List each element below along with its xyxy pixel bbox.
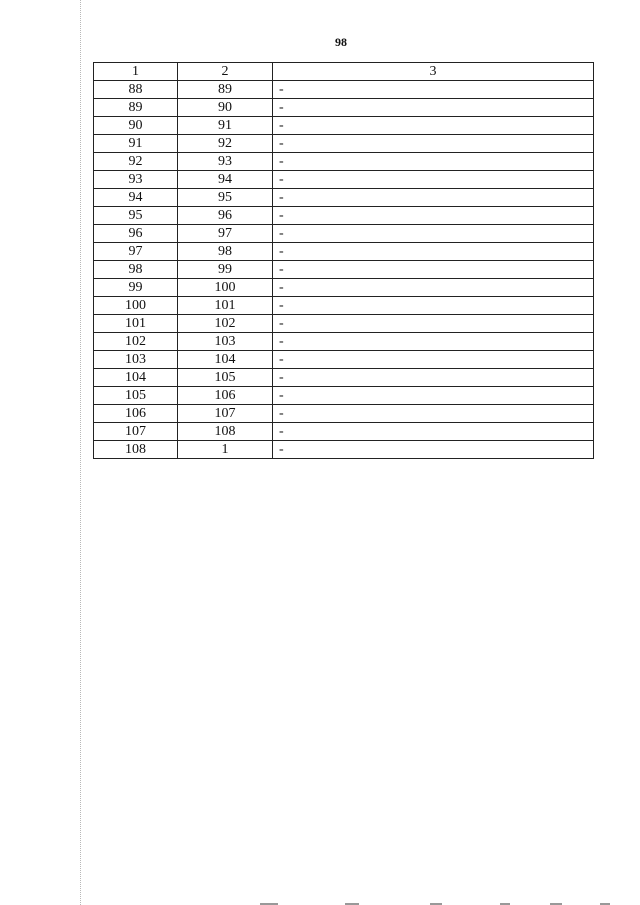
table-cell-col3: - — [273, 405, 594, 423]
table-row — [94, 117, 594, 135]
table-cell-col1: 106 — [94, 405, 178, 423]
table-cell-col2: 101 — [178, 297, 273, 315]
table-cell-col1: 104 — [94, 369, 178, 387]
table-cell-col3: - — [273, 225, 594, 243]
table-cell-col2: 107 — [178, 405, 273, 423]
table-cell-col2: 89 — [178, 81, 273, 99]
table-row — [94, 441, 594, 459]
table-row — [94, 315, 594, 333]
table-cell-col1: 99 — [94, 279, 178, 297]
table-cell-col3: - — [273, 297, 594, 315]
binding-margin-line — [80, 0, 81, 905]
table-row — [94, 387, 594, 405]
table-cell-col1: 105 — [94, 387, 178, 405]
table-cell-col2: 90 — [178, 99, 273, 117]
table-header-row — [94, 63, 594, 81]
table-cell-col1: 94 — [94, 189, 178, 207]
table-cell-col3: - — [273, 441, 594, 459]
table-cell-col3: - — [273, 423, 594, 441]
table-cell-col2: 1 — [178, 441, 273, 459]
table-row — [94, 225, 594, 243]
table-cell-col3: - — [273, 351, 594, 369]
table-cell-col1: 95 — [94, 207, 178, 225]
table-cell-col3: - — [273, 153, 594, 171]
table-cell-col3: - — [273, 189, 594, 207]
table-row — [94, 261, 594, 279]
data-table — [93, 62, 594, 459]
table-cell-col3: - — [273, 171, 594, 189]
table-row — [94, 99, 594, 117]
table-cell-col2: 100 — [178, 279, 273, 297]
table-cell-col2: 95 — [178, 189, 273, 207]
page-number: 98 — [335, 35, 347, 49]
table-cell-col1: 98 — [94, 261, 178, 279]
table-cell-col1: 91 — [94, 135, 178, 153]
table-row — [94, 207, 594, 225]
table-cell-col2: 96 — [178, 207, 273, 225]
table-cell-col2: 92 — [178, 135, 273, 153]
table-cell-col3: - — [273, 315, 594, 333]
table-row — [94, 333, 594, 351]
table-cell-col3: - — [273, 117, 594, 135]
table-cell-col1: 103 — [94, 351, 178, 369]
table-cell-col1: 101 — [94, 315, 178, 333]
table-cell-col1: 97 — [94, 243, 178, 261]
table-row — [94, 279, 594, 297]
table-cell-col2: 102 — [178, 315, 273, 333]
table-cell-col1: 107 — [94, 423, 178, 441]
table-cell-col2: 94 — [178, 171, 273, 189]
table-cell-col3: - — [273, 135, 594, 153]
table-cell-col3: - — [273, 333, 594, 351]
table-cell-col3: - — [273, 243, 594, 261]
table-cell-col2: 106 — [178, 387, 273, 405]
table-cell-col3: - — [273, 99, 594, 117]
column-header-2: 2 — [178, 63, 273, 81]
table-cell-col1: 96 — [94, 225, 178, 243]
table-row — [94, 369, 594, 387]
table-row — [94, 297, 594, 315]
table-cell-col1: 93 — [94, 171, 178, 189]
table-row — [94, 153, 594, 171]
table-row — [94, 423, 594, 441]
table-row — [94, 351, 594, 369]
table-cell-col3: - — [273, 207, 594, 225]
table-body — [94, 81, 594, 459]
table-cell-col1: 89 — [94, 99, 178, 117]
table-row — [94, 243, 594, 261]
table-cell-col2: 91 — [178, 117, 273, 135]
table-cell-col3: - — [273, 261, 594, 279]
table-cell-col2: 97 — [178, 225, 273, 243]
table-row — [94, 189, 594, 207]
table-cell-col2: 99 — [178, 261, 273, 279]
table-cell-col2: 105 — [178, 369, 273, 387]
table-cell-col2: 98 — [178, 243, 273, 261]
table-cell-col3: - — [273, 387, 594, 405]
table-row — [94, 405, 594, 423]
table-cell-col1: 90 — [94, 117, 178, 135]
table-cell-col2: 103 — [178, 333, 273, 351]
table-cell-col1: 100 — [94, 297, 178, 315]
table-row — [94, 135, 594, 153]
table-row — [94, 171, 594, 189]
table-cell-col1: 108 — [94, 441, 178, 459]
column-header-1: 1 — [94, 63, 178, 81]
table-cell-col3: - — [273, 279, 594, 297]
table-cell-col2: 104 — [178, 351, 273, 369]
table-cell-col3: - — [273, 81, 594, 99]
table-cell-col1: 88 — [94, 81, 178, 99]
column-header-3: 3 — [273, 63, 594, 81]
table-cell-col2: 108 — [178, 423, 273, 441]
table-cell-col3: - — [273, 369, 594, 387]
table-row — [94, 81, 594, 99]
table-cell-col1: 92 — [94, 153, 178, 171]
table-cell-col2: 93 — [178, 153, 273, 171]
table-cell-col1: 102 — [94, 333, 178, 351]
